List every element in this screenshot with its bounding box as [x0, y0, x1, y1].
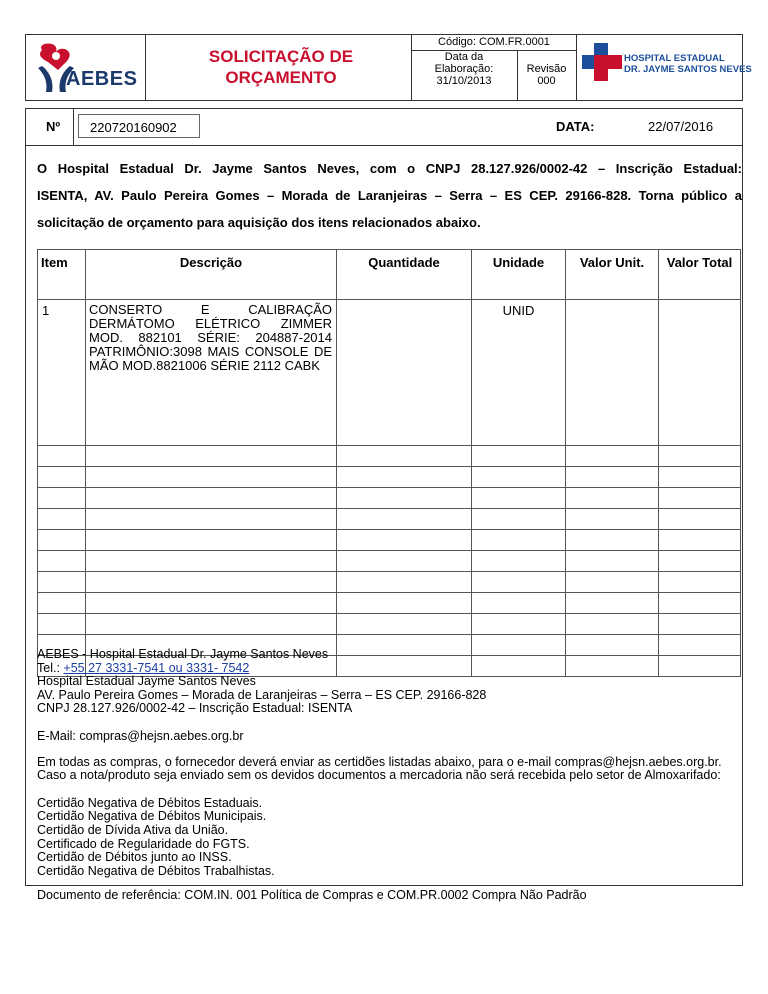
- table-cell-empty: [86, 551, 337, 572]
- certificate-item: Certidão Negativa de Débitos Municipais.: [37, 809, 267, 824]
- column-header-description: Descrição: [86, 250, 337, 300]
- table-cell-empty: [38, 488, 86, 509]
- table-row-empty: [38, 572, 741, 593]
- table-cell-empty: [659, 614, 741, 635]
- hospital-name: HOSPITAL ESTADUAL DR. JAYME SANTOS NEVES: [624, 53, 752, 75]
- elaboration-date: Data da Elaboração: 31/10/2013: [434, 51, 494, 87]
- table-cell-empty: [472, 446, 566, 467]
- table-cell-empty: [566, 551, 659, 572]
- document-code: Código: COM.FR.0001: [438, 36, 550, 48]
- table-cell-empty: [337, 551, 472, 572]
- table-cell-empty: [472, 551, 566, 572]
- notice-text: Em todas as compras, o fornecedor deverá enviar as certidões listadas abaixo, para o e-mail compras@hejsn.aebes.org.br.: [37, 754, 722, 769]
- table-row-empty: [38, 467, 741, 488]
- certificate-item: Certidão de Dívida Ativa da União.: [37, 822, 229, 837]
- table-cell-empty: [566, 593, 659, 614]
- table-cell-empty: [38, 446, 86, 467]
- table-cell-empty: [337, 488, 472, 509]
- table-cell-empty: [472, 530, 566, 551]
- certificates-list: [37, 797, 757, 879]
- request-date-label: DATA:: [556, 119, 595, 134]
- document-title: SOLICITAÇÃO DE ORÇAMENTO: [208, 47, 354, 87]
- table-cell-empty: [86, 572, 337, 593]
- table-cell-empty: [472, 467, 566, 488]
- table-row-empty: [38, 530, 741, 551]
- table-cell-empty: [659, 593, 741, 614]
- column-header-unit: Unidade: [472, 250, 566, 300]
- table-cell-empty: [38, 509, 86, 530]
- footer-contact: AEBES - Hospital Estadual Dr. Jayme Santos Neves Tel.: +55 27 3331-7541 ou 3331- 7542 Hospital Estadual Jayme Santos Neves AV. Paulo Pereira Gomes – Morada de Laranjeiras – Serra – ES CEP. 29166-828 CNPJ 28.127.926/0002-42 – Inscrição Estadual: ISENTA E-Mail: compras@hejsn.aebes.org.br Em todas as compras, o fornecedor deverá enviar as certidões listadas abaixo, para o e-mail compras@hejsn.aebes.org.br. Caso a nota/produto seja enviado sem os devidos documentos a mercadoria não será recebida pelo setor de Almoxarifado: Certidão Negativa de Débitos Estaduais. Certidão Negativa de Débitos Municipais. Certidão de Dívida Ativa da União. Certificado de Regularidade do FGTS. Certidão de Débitos junto ao INSS. Certidão Negativa de Débitos Trabalhistas.: [37, 648, 757, 878]
- table-row-empty: [38, 446, 741, 467]
- table-row-empty: [38, 614, 741, 635]
- certificate-item: Certidão Negativa de Débitos Estaduais.: [37, 795, 263, 810]
- item-number: 1: [38, 300, 86, 446]
- page-frame-left: [25, 146, 26, 886]
- table-cell-empty: [659, 488, 741, 509]
- intro-paragraph-last-line: solicitação de orçamento para aquisição dos itens relacionados abaixo.: [37, 215, 481, 230]
- table-cell-empty: [566, 488, 659, 509]
- table-cell-empty: [86, 467, 337, 488]
- reference-document: Documento de referência: COM.IN. 001 Política de Compras e COM.PR.0002 Compra Não Padrão: [37, 888, 587, 902]
- phone-link[interactable]: +55 27 3331-7541 ou 3331- 7542: [63, 660, 250, 675]
- table-cell-empty: [337, 509, 472, 530]
- item-unit: UNID: [472, 300, 566, 446]
- table-cell-empty: [86, 446, 337, 467]
- table-cell-empty: [566, 572, 659, 593]
- header-divider: [576, 34, 577, 101]
- table-cell-empty: [86, 614, 337, 635]
- table-cell-empty: [337, 467, 472, 488]
- table-cell-empty: [337, 593, 472, 614]
- table-cell-empty: [659, 446, 741, 467]
- table-row-empty: [38, 551, 741, 572]
- hospital-cross-icon: [582, 43, 622, 81]
- table-row-empty: [38, 593, 741, 614]
- table-cell-empty: [38, 572, 86, 593]
- column-header-item: Item: [38, 250, 86, 300]
- item-total-value: [659, 300, 741, 446]
- request-divider: [73, 108, 74, 146]
- bottom-rule: [25, 885, 743, 886]
- aebes-logo-text: AEBES: [66, 68, 138, 90]
- items-table: [37, 249, 741, 677]
- notice-text: Caso a nota/produto seja enviado sem os devidos documentos a mercadoria não será recebida pelo setor de Almoxarifado:: [37, 768, 721, 783]
- table-row-empty: [38, 509, 741, 530]
- table-cell-empty: [659, 572, 741, 593]
- revision: Revisão 000: [526, 63, 567, 87]
- table-row-empty: [38, 488, 741, 509]
- table-cell-empty: [472, 593, 566, 614]
- table-cell-empty: [472, 509, 566, 530]
- table-row: [38, 300, 741, 446]
- column-header-unit-value: Valor Unit.: [566, 250, 659, 300]
- table-cell-empty: [337, 614, 472, 635]
- table-header-row: [38, 250, 741, 300]
- contact-email: E-Mail: compras@hejsn.aebes.org.br: [37, 728, 244, 743]
- table-cell-empty: [659, 551, 741, 572]
- column-header-quantity: Quantidade: [337, 250, 472, 300]
- column-header-total-value: Valor Total: [659, 250, 741, 300]
- table-cell-empty: [86, 530, 337, 551]
- item-description: CONSERTO E CALIBRAÇÃO DERMÁTOMO ELÉTRICO ZIMMER MOD. 882101 SÉRIE: 204887-2014 PATRIMÔNIO:3098 MAIS CONSOLE DE MÃO MOD.8821006 SÉRIE 2112 CABK: [86, 300, 337, 446]
- table-cell-empty: [38, 614, 86, 635]
- certificate-item: Certidão Negativa de Débitos Trabalhistas.: [37, 863, 275, 878]
- table-cell-empty: [86, 488, 337, 509]
- item-quantity: [337, 300, 472, 446]
- certificate-item: Certidão de Débitos junto ao INSS.: [37, 850, 232, 865]
- table-cell-empty: [337, 446, 472, 467]
- phone-line: Tel.: +55 27 3331-7541 ou 3331- 7542: [37, 660, 250, 675]
- table-cell-empty: [38, 551, 86, 572]
- table-cell-empty: [566, 509, 659, 530]
- certificate-item: Certificado de Regularidade do FGTS.: [37, 836, 250, 851]
- table-cell-empty: [38, 593, 86, 614]
- table-cell-empty: [86, 593, 337, 614]
- table-cell-empty: [659, 509, 741, 530]
- table-cell-empty: [566, 614, 659, 635]
- table-cell-empty: [472, 488, 566, 509]
- table-cell-empty: [659, 530, 741, 551]
- table-cell-empty: [659, 467, 741, 488]
- table-cell-empty: [472, 572, 566, 593]
- table-cell-empty: [472, 614, 566, 635]
- table-cell-empty: [566, 446, 659, 467]
- table-cell-empty: [566, 467, 659, 488]
- request-number-label: Nº: [46, 119, 61, 134]
- table-cell-empty: [38, 467, 86, 488]
- table-cell-empty: [337, 530, 472, 551]
- table-cell-empty: [337, 572, 472, 593]
- header-divider: [145, 34, 146, 101]
- request-number-field: 220720160902: [78, 114, 200, 138]
- table-cell-empty: [38, 530, 86, 551]
- table-cell-empty: [86, 509, 337, 530]
- request-date-value: 22/07/2016: [648, 119, 714, 134]
- item-unit-value: [566, 300, 659, 446]
- table-cell-empty: [566, 530, 659, 551]
- intro-paragraph: O Hospital Estadual Dr. Jayme Santos Neves, com o CNPJ 28.127.926/0002-42 – Inscrição Estadual: ISENTA, AV. Paulo Pereira Gomes – Morada de Laranjeiras – Serra – ES CEP. 29166-828. Torna público a: [37, 161, 742, 203]
